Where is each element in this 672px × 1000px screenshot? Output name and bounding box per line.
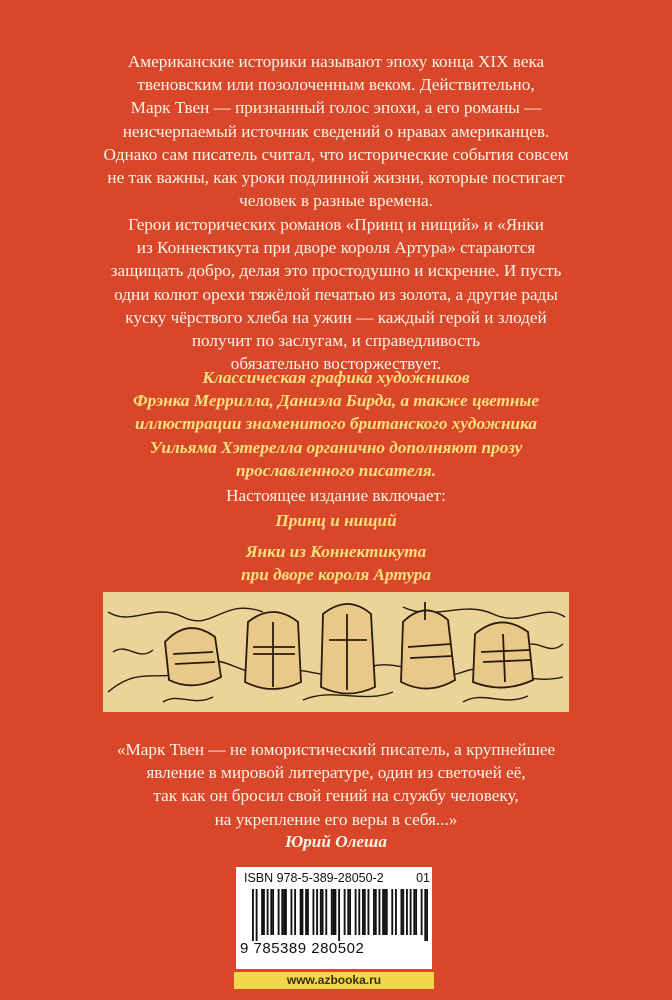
text-line: прославленного писателя. xyxy=(235,460,437,480)
text-line: защищать добро, делая это простодушно и искренне. И пусть xyxy=(110,261,562,281)
isbn-number: ISBN 978-5-389-28050-2 xyxy=(244,871,384,885)
book-title: Принц и нищий xyxy=(275,511,397,530)
book-title: при дворе короля Артура xyxy=(241,565,431,585)
quote-block xyxy=(60,738,612,831)
text-line: куску чёрствого хлеба на ужин — каждый герой и злодей xyxy=(125,307,547,327)
text-line: иллюстрации знаменитого британского художника xyxy=(135,414,537,434)
text-line: Фрэнка Меррилла, Даниэла Бирда, а также цветные xyxy=(132,391,539,411)
isbn-line xyxy=(244,871,430,885)
text-line: обязательно восторжествует. xyxy=(230,354,442,374)
isbn-addon: 01 xyxy=(416,871,430,885)
quote-author: Юрий Олеша xyxy=(285,832,387,851)
text-line: неисчерпаемый источник сведений о нравах американцев. xyxy=(122,121,550,141)
intro-paragraph-1 xyxy=(60,50,612,212)
text-line: не так важны, как уроки подлинной жизни, которые постигает xyxy=(107,168,565,188)
text-line: Уильяма Хэтерелла органично дополняют прозу xyxy=(149,437,523,457)
barcode-bars xyxy=(252,889,428,941)
quote-line: так как он бросил свой гений на службу человеку, xyxy=(153,786,519,806)
text-line: Американские историки называют эпоху конца XIX века xyxy=(127,52,545,71)
text-line: из Коннектикута при дворе короля Артура» стараются xyxy=(136,238,536,258)
quote-line: явление в мировой литературе, один из светочей её, xyxy=(146,763,526,783)
text-line: одни колют орехи тяжёлой печатью из золота, а другие рады xyxy=(114,284,558,304)
barcode-digits: 9 785389 280502 xyxy=(240,940,365,957)
illustrators-note xyxy=(60,366,612,482)
edition-contents xyxy=(60,509,612,587)
quote-line: «Марк Твен — не юмористический писатель, а крупнейшее xyxy=(116,740,556,759)
text-line: Однако сам писатель считал, что исторические события совсем xyxy=(103,144,569,164)
text-line: получит по заслугам, и справедливость xyxy=(191,331,481,351)
barcode xyxy=(234,865,434,971)
text-line: Классическая графика художников xyxy=(202,368,470,387)
book-title: Янки из Коннектикута xyxy=(245,542,427,562)
edition-contents-lead: Настоящее издание включает: xyxy=(226,486,446,505)
text-line: Марк Твен — признанный голос эпохи, а его романы — xyxy=(130,98,542,118)
intro-paragraph-2 xyxy=(60,213,612,375)
text-line: Герои исторических романов «Принц и нищий» и «Янки xyxy=(128,215,544,234)
knight-helmets-illustration xyxy=(103,592,569,712)
text-line: человек в разные времена. xyxy=(239,191,433,211)
text-line: твеновским или позолоченным веком. Действительно, xyxy=(137,75,535,95)
website-label: www.azbooka.ru xyxy=(234,972,434,989)
quote-line: на укрепление его веры в себя...» xyxy=(214,809,458,829)
